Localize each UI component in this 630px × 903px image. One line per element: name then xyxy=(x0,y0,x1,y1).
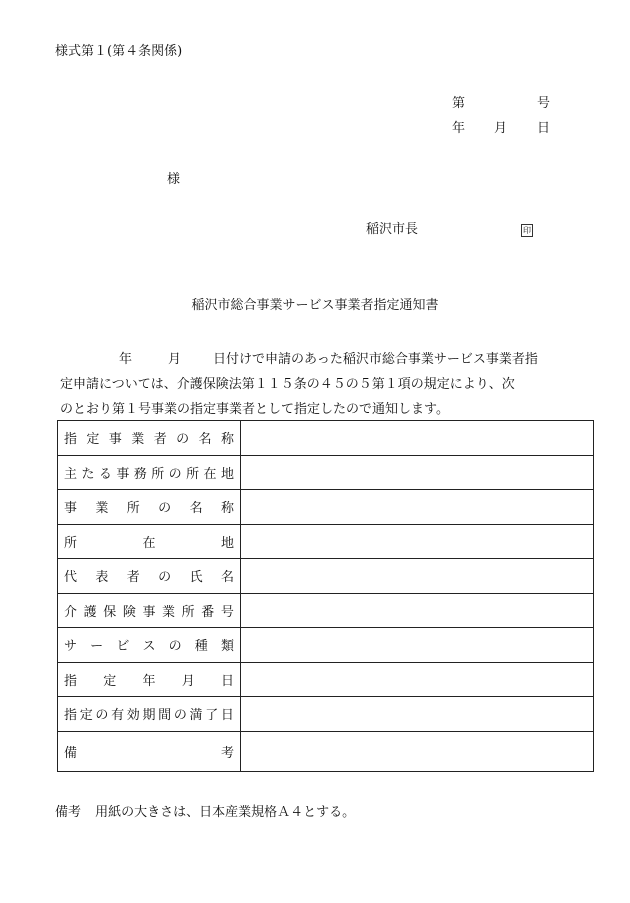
row-value-cell[interactable] xyxy=(241,559,594,594)
row-label-cell xyxy=(58,524,241,559)
form-number: 様式第１(第４条関係) xyxy=(55,44,183,59)
row-value-cell[interactable] xyxy=(241,628,594,663)
row-label: 所 在 地 xyxy=(64,535,234,551)
table-row xyxy=(58,593,594,628)
table-row xyxy=(58,455,594,490)
row-label-cell xyxy=(58,559,241,594)
footnote-heading: 備考 xyxy=(55,805,82,820)
designation-info-table xyxy=(57,420,594,772)
row-label: 指 定 年 月 日 xyxy=(64,673,234,689)
table-row xyxy=(58,697,594,732)
row-label-cell xyxy=(58,628,241,663)
row-label: 介 護 保 険 事 業 所 番 号 xyxy=(64,604,234,620)
row-value-cell[interactable] xyxy=(241,421,594,456)
seal-label: 印 xyxy=(523,226,531,235)
body-line-1 xyxy=(60,347,572,372)
row-label-cell xyxy=(58,731,241,771)
row-label: サ ー ビ ス の 種 類 xyxy=(64,639,234,655)
row-label: 指 定 の 有 効 期 間 の 満 了 日 xyxy=(64,708,234,724)
body-paragraph xyxy=(60,347,572,422)
body-month-label: 月 xyxy=(168,352,182,367)
document-number-prefix: 第 xyxy=(452,96,466,111)
row-value-cell[interactable] xyxy=(241,697,594,732)
table-row xyxy=(58,524,594,559)
row-label: 代 表 者 の 氏 名 xyxy=(64,570,234,586)
row-label-cell xyxy=(58,662,241,697)
seal-mark xyxy=(521,223,533,237)
row-label-cell xyxy=(58,697,241,732)
footnote xyxy=(55,806,355,819)
row-value-cell[interactable] xyxy=(241,490,594,525)
table-row xyxy=(58,731,594,771)
row-value-cell[interactable] xyxy=(241,593,594,628)
row-label-cell xyxy=(58,490,241,525)
body-line-2: 定申請については、介護保険法第１１５条の４５の５第１項の規定により、次 xyxy=(60,377,515,392)
sender-title: 稲沢市長 xyxy=(366,222,419,237)
row-label-cell xyxy=(58,455,241,490)
row-label-cell xyxy=(58,593,241,628)
table-row xyxy=(58,421,594,456)
row-value-cell[interactable] xyxy=(241,662,594,697)
table-row xyxy=(58,559,594,594)
date-year-label: 年 xyxy=(452,121,466,136)
row-value-cell[interactable] xyxy=(241,731,594,771)
row-value-cell[interactable] xyxy=(241,455,594,490)
body-year-label: 年 xyxy=(119,352,133,367)
date-day-label: 日 xyxy=(537,121,551,136)
addressee-honorific: 様 xyxy=(167,172,181,187)
table-row xyxy=(58,628,594,663)
footnote-text: 用紙の大きさは、日本産業規格Ａ４とする。 xyxy=(95,805,356,820)
row-value-cell[interactable] xyxy=(241,524,594,559)
body-line-3: のとおり第１号事業の指定事業者として指定したので通知します。 xyxy=(60,402,449,417)
table-row xyxy=(58,662,594,697)
row-label: 指 定 事 業 者 の 名 称 xyxy=(64,432,234,448)
date-month-label: 月 xyxy=(494,121,508,136)
body-line-1-text: 日付けで申請のあった稲沢市総合事業サービス事業者指 xyxy=(213,352,538,367)
document-number-suffix: 号 xyxy=(537,96,551,111)
row-label: 事 業 所 の 名 称 xyxy=(64,501,234,517)
row-label-cell xyxy=(58,421,241,456)
table-row xyxy=(58,490,594,525)
row-label: 主 た る 事 務 所 の 所 在 地 xyxy=(64,466,234,482)
row-label: 備 考 xyxy=(64,745,234,761)
document-title: 稲沢市総合事業サービス事業者指定通知書 xyxy=(191,298,439,313)
